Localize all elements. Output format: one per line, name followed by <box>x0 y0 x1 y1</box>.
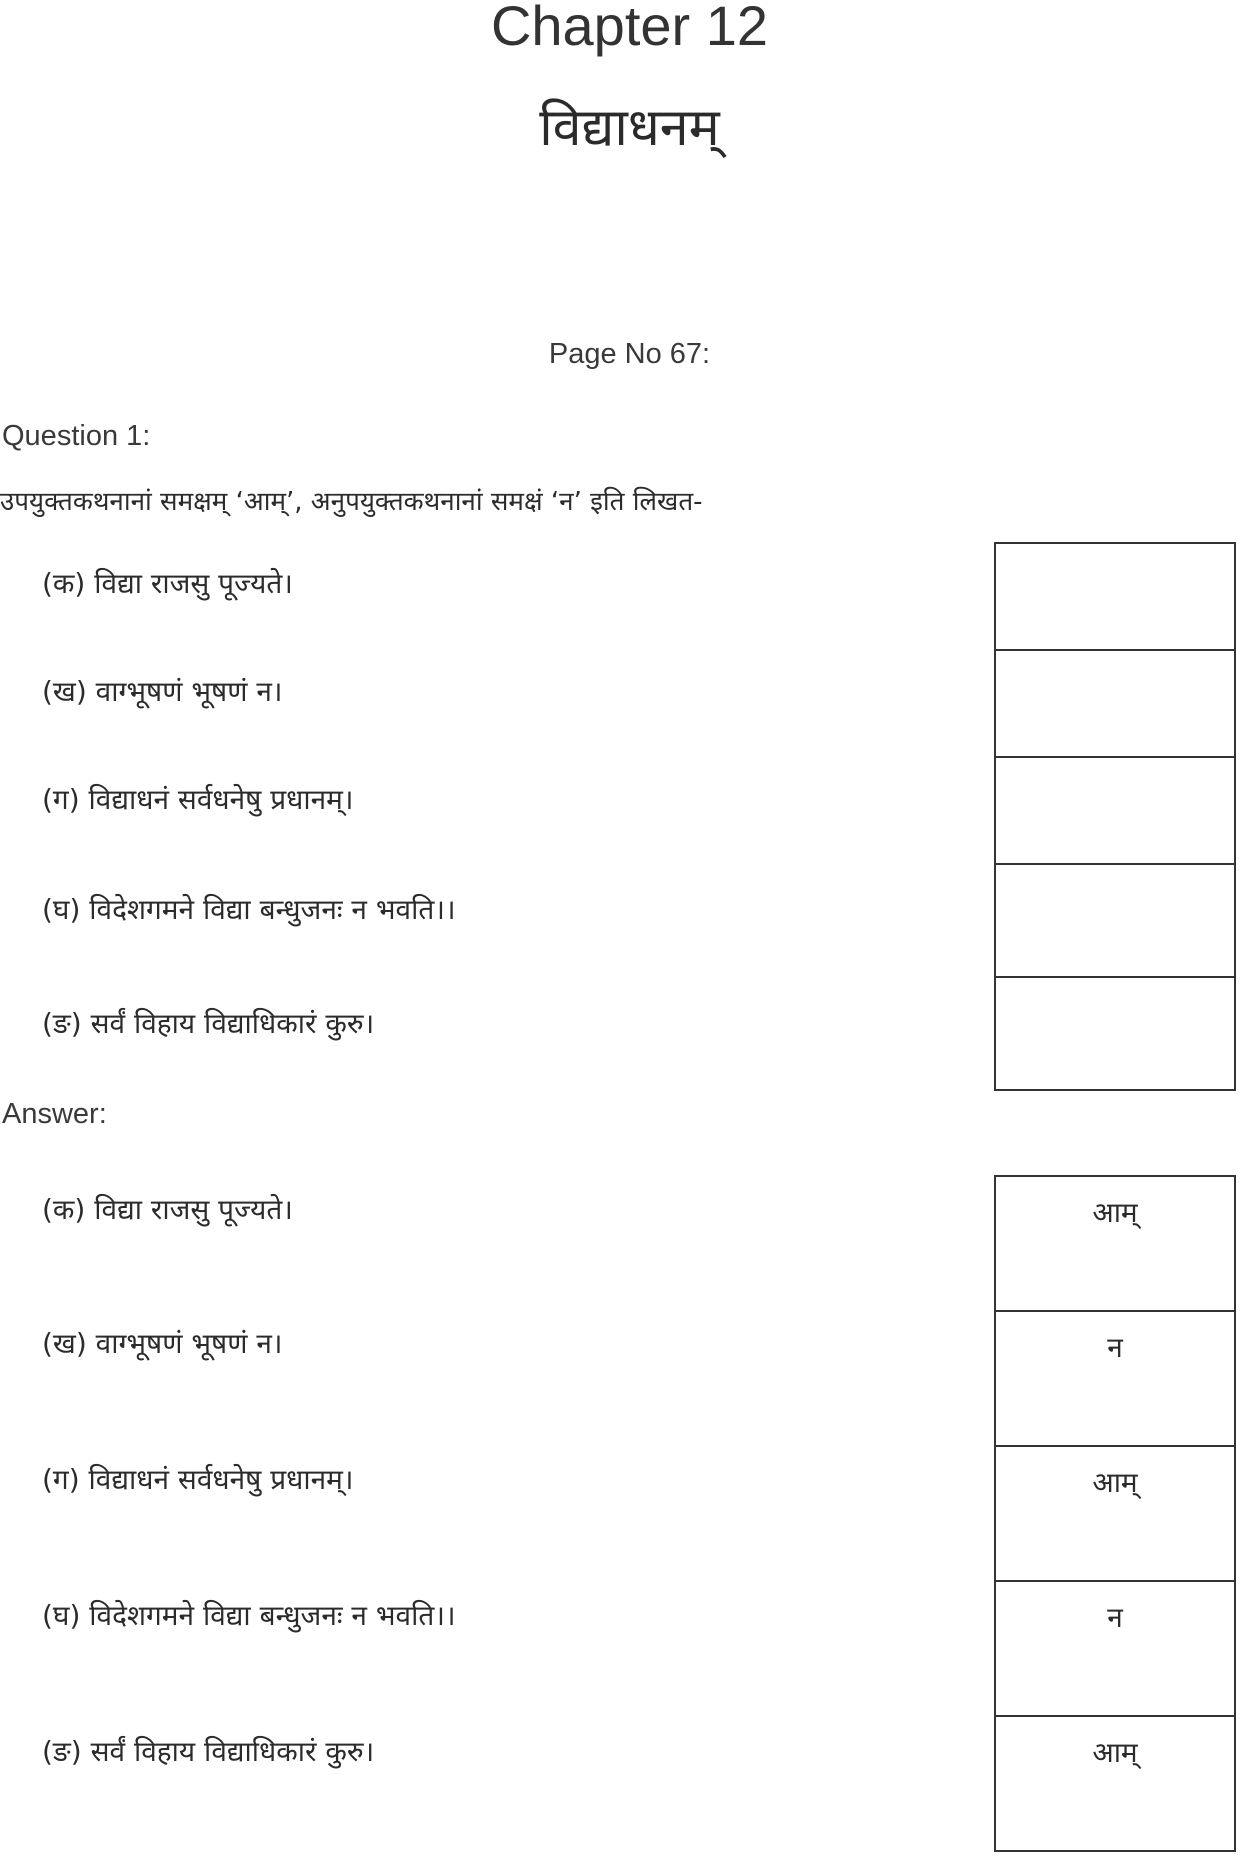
answer-box <box>995 1311 1235 1446</box>
answer-box <box>995 1581 1235 1716</box>
empty-answer-box[interactable] <box>995 757 1235 864</box>
empty-answer-box[interactable] <box>995 650 1235 757</box>
question-item: (ग) विद्याधनं सर्वधनेषु प्रधानम्। <box>42 783 354 816</box>
question-item: (ख) वाग्भूषणं भूषणं न। <box>42 675 283 708</box>
question-item: (ङ) सर्वं विहाय विद्याधिकारं कुरु। <box>42 1007 375 1040</box>
answer-value: आम् <box>1092 1466 1138 1499</box>
answer-value: आम् <box>1092 1196 1138 1229</box>
empty-answer-box[interactable] <box>995 864 1235 977</box>
question-label: Question 1: <box>2 420 151 452</box>
answer-item: (ग) विद्याधनं सर्वधनेषु प्रधानम्। <box>42 1463 354 1496</box>
lesson-title: विद्याधनम् <box>539 98 720 158</box>
chapter-title: Chapter 12 <box>490 0 769 57</box>
answer-box <box>995 1716 1235 1851</box>
empty-answer-box[interactable] <box>995 543 1235 650</box>
question-answer-boxes <box>994 542 1236 1091</box>
empty-answer-box[interactable] <box>995 977 1235 1090</box>
answer-value: न <box>1107 1601 1123 1634</box>
answer-box <box>995 1176 1235 1311</box>
answer-item: (ख) वाग्भूषणं भूषणं न। <box>42 1327 283 1360</box>
answer-label: Answer: <box>2 1098 107 1130</box>
question-item: (क) विद्या राजसु पूज्यते। <box>42 567 293 600</box>
answer-value: न <box>1107 1331 1123 1364</box>
answer-item: (क) विद्या राजसु पूज्यते। <box>42 1193 293 1226</box>
question-item: (घ) विदेशगमने विद्या बन्धुजनः न भवति।। <box>42 893 456 926</box>
page-number: Page No 67: <box>548 338 711 370</box>
answer-item: (घ) विदेशगमने विद्या बन्धुजनः न भवति।। <box>42 1599 456 1632</box>
answer-value: आम् <box>1092 1736 1138 1769</box>
answer-boxes <box>994 1175 1236 1852</box>
answer-box <box>995 1446 1235 1581</box>
question-instruction: उपयुक्तकथनानां समक्षम् ‘आम्’, अनुपयुक्तकथनानां समक्षं ‘न’ इति लिखत- <box>0 487 703 517</box>
answer-item: (ङ) सर्वं विहाय विद्याधिकारं कुरु। <box>42 1735 375 1768</box>
